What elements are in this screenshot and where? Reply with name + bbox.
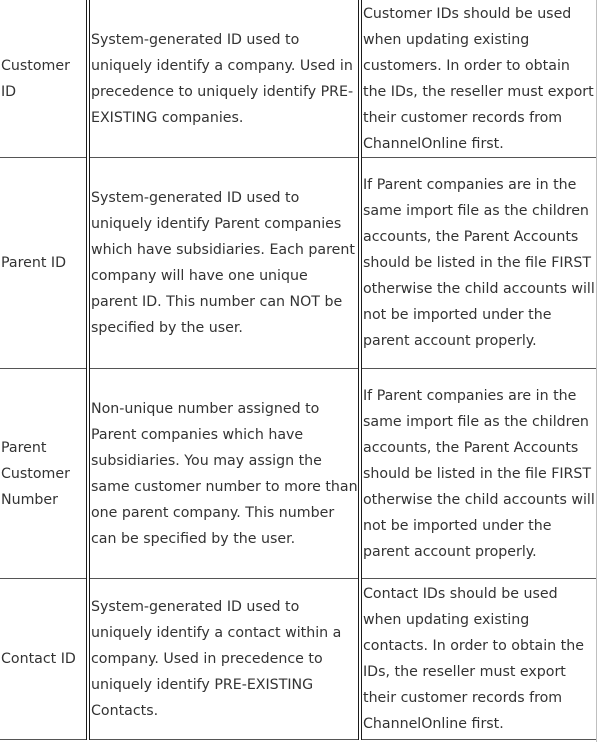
field-description-cell: Non-unique number assigned to Parent companies which have subsidiaries. You may assign the same customer number to more than one parent company. This number can be specified by the user. bbox=[88, 369, 360, 579]
field-name-cell: Customer ID bbox=[1, 57, 70, 100]
field-notes-cell: If Parent companies are in the same import file as the children accounts, the Parent Accounts should be listed in the file FIRST otherwise the child accounts will not be imported under the parent account properly. bbox=[360, 369, 597, 579]
field-notes-cell: If Parent companies are in the same import file as the children accounts, the Parent Accounts should be listed in the file FIRST otherwise the child accounts will not be imported under the parent account properly. bbox=[360, 158, 597, 369]
table-row bbox=[0, 579, 597, 740]
field-name-cell: Parent ID bbox=[0, 158, 88, 369]
table-row bbox=[0, 158, 597, 369]
field-notes-cell: Contact IDs should be used when updating existing contacts. In order to obtain the IDs, the reseller must export their customer records from ChannelOnline first. bbox=[360, 579, 597, 740]
field-description-cell: System-generated ID used to uniquely identify a contact within a company. Used in precedence to uniquely identify PRE-EXISTING Contacts. bbox=[88, 579, 360, 740]
field-name-cell: Contact ID bbox=[0, 579, 88, 740]
field-description-cell: System-generated ID used to uniquely identify a company. Used in precedence to uniquely identify PRE- EXISTING companies. bbox=[88, 0, 360, 158]
table-row bbox=[0, 0, 597, 158]
table-row bbox=[0, 369, 597, 579]
field-name-cell: Parent Customer Number bbox=[0, 369, 88, 579]
field-notes-cell: Customer IDs should be used when updating existing customers. In order to obtain the IDs, the reseller must export their customer records from ChannelOnline first. bbox=[360, 0, 597, 158]
field-description-cell: System-generated ID used to uniquely identify Parent companies which have subsidiaries. Each parent company will have one unique parent ID. This number can NOT be specified by the user. bbox=[88, 158, 360, 369]
